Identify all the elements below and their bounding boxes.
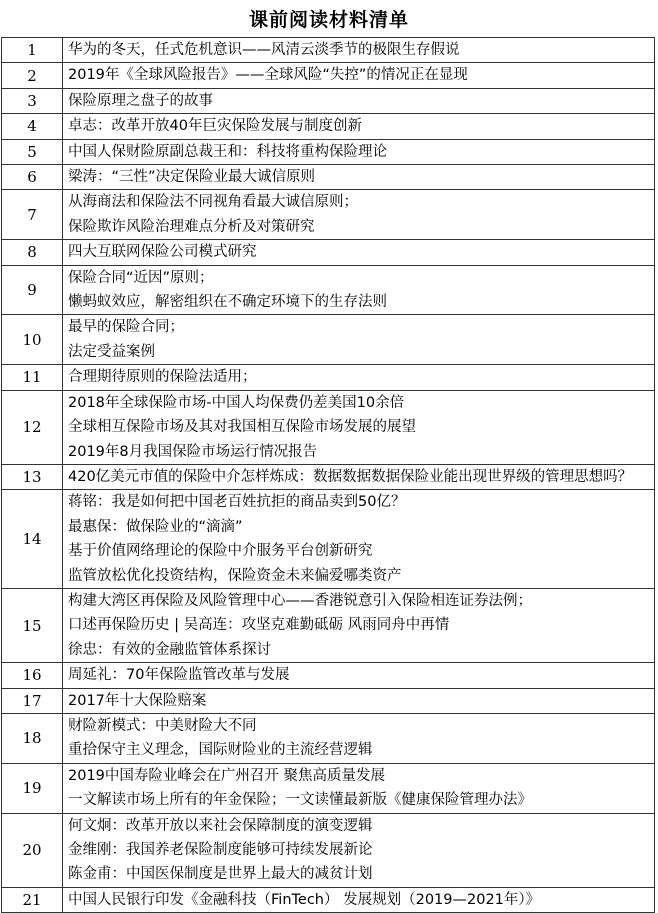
reading-title: 构建大湾区再保险及风险管理中心——香港锐意引入保险相连证券法例；: [68, 592, 532, 609]
reading-titles-cell: [63, 688, 655, 713]
table-row: [2, 464, 655, 489]
reading-titles-cell: [63, 240, 655, 265]
table-row: [2, 663, 655, 688]
page-title: 课前阅读材料清单: [248, 9, 409, 31]
reading-title: 保险欺诈风险治理难点分析及对策研究: [68, 218, 315, 235]
row-number: 18: [2, 713, 63, 763]
reading-title: 合理期待原则的保险法适用；: [68, 369, 257, 386]
reading-list-table: [1, 37, 655, 913]
reading-titles-cell: [63, 38, 655, 63]
reading-title: 最早的保险合同；: [68, 319, 184, 336]
row-number: 6: [2, 165, 63, 190]
row-number: 4: [2, 114, 63, 139]
table-row: [2, 38, 655, 63]
table-row: [2, 713, 655, 763]
reading-title: 重拾保守主义理念，国际财险业的主流经营逻辑: [68, 742, 373, 759]
table-row: [2, 365, 655, 390]
reading-title: 2019年8月我国保险市场运行情况报告: [68, 443, 318, 460]
reading-title: 420亿美元市值的保险中介怎样炼成：数据数据数据保险业能出现世界级的管理思想吗？: [68, 468, 633, 485]
table-row: [2, 763, 655, 813]
reading-titles-cell: [63, 887, 655, 912]
row-number: 7: [2, 190, 63, 240]
reading-titles-cell: [63, 315, 655, 365]
reading-title: 2017年十大保险赔案: [68, 692, 207, 709]
row-number: 10: [2, 315, 63, 365]
reading-titles-cell: [63, 365, 655, 390]
reading-titles-cell: [63, 190, 655, 240]
reading-title: 梁涛：“三性”决定保险业最大诚信原则: [68, 169, 316, 186]
reading-title: 卓志：改革开放40年巨灾保险发展与制度创新: [68, 118, 362, 135]
reading-title: 何文炯：改革开放以来社会保障制度的演变逻辑: [68, 817, 373, 834]
row-number: 21: [2, 887, 63, 912]
row-number: 8: [2, 240, 63, 265]
reading-titles-cell: [63, 713, 655, 763]
reading-title: 保险原理之盘子的故事: [68, 92, 213, 109]
table-row: [2, 139, 655, 164]
reading-titles-cell: [63, 88, 655, 113]
table-body: [2, 38, 655, 913]
reading-title: 财险新模式：中美财险大不同: [68, 717, 257, 734]
row-number: 20: [2, 813, 63, 887]
reading-title: 中国人保财险原副总裁王和：科技将重构保险理论: [68, 143, 387, 160]
reading-titles-cell: [63, 763, 655, 813]
reading-title: 2019中国寿险业峰会在广州召开 聚焦高质量发展: [68, 767, 386, 784]
row-number: 9: [2, 265, 63, 315]
reading-titles-cell: [63, 390, 655, 464]
reading-titles-cell: [63, 139, 655, 164]
table-row: [2, 114, 655, 139]
reading-title: 从海商法和保险法不同视角看最大诚信原则；: [68, 194, 358, 211]
table-row: [2, 490, 655, 589]
reading-titles-cell: [63, 165, 655, 190]
reading-title: 监管放松优化投资结构，保险资金未来偏爱哪类资产: [68, 567, 402, 584]
reading-titles-cell: [63, 813, 655, 887]
table-row: [2, 63, 655, 88]
reading-title: 陈金甫：中国医保制度是世界上最大的减贫计划: [68, 866, 373, 883]
row-number: 16: [2, 663, 63, 688]
reading-title: 基于价值网络理论的保险中介服务平台创新研究: [68, 543, 373, 560]
row-number: 3: [2, 88, 63, 113]
reading-title: 口述再保险历史 | 吴高连：攻坚克难勤砥砺 风雨同舟中再情: [68, 617, 450, 634]
reading-title: 法定受益案例: [68, 343, 155, 360]
row-number: 12: [2, 390, 63, 464]
row-number: 17: [2, 688, 63, 713]
table-row: [2, 588, 655, 662]
table-row: [2, 190, 655, 240]
reading-title: 中国人民银行印发《金融科技（FinTech） 发展规划（2019—2021年）》: [68, 891, 541, 908]
reading-title: 最惠保：做保险业的“滴滴”: [68, 518, 243, 535]
reading-titles-cell: [63, 490, 655, 589]
reading-titles-cell: [63, 464, 655, 489]
reading-title: 全球相互保险市场及其对我国相互保险市场发展的展望: [68, 419, 416, 436]
table-row: [2, 813, 655, 887]
reading-title: 懒蚂蚁效应，解密组织在不确定环境下的生存法则: [68, 294, 387, 311]
reading-titles-cell: [63, 663, 655, 688]
table-row: [2, 688, 655, 713]
reading-title: 保险合同“近因”原则；: [68, 269, 214, 286]
reading-title: 四大互联网保险公司模式研究: [68, 244, 257, 261]
table-row: [2, 265, 655, 315]
table-row: [2, 315, 655, 365]
row-number: 11: [2, 365, 63, 390]
reading-title: 2019年《全球风险报告》——全球风险“失控”的情况正在显现: [68, 67, 468, 84]
reading-titles-cell: [63, 265, 655, 315]
row-number: 15: [2, 588, 63, 662]
reading-title: 蒋铭：我是如何把中国老百姓抗拒的商品卖到50亿？: [68, 494, 406, 511]
row-number: 13: [2, 464, 63, 489]
reading-title: 2018年全球保险市场-中国人均保费仍差美国10余倍: [68, 394, 405, 411]
table-row: [2, 240, 655, 265]
reading-title: 徐忠：有效的金融监管体系探讨: [68, 641, 271, 658]
reading-title: 周延礼：70年保险监管改革与发展: [68, 667, 290, 684]
reading-title: 华为的冬天，任式危机意识——风清云淡季节的极限生存假说: [68, 42, 460, 58]
reading-titles-cell: [63, 588, 655, 662]
table-row: [2, 88, 655, 113]
table-row: [2, 887, 655, 912]
table-row: [2, 165, 655, 190]
row-number: 1: [2, 38, 63, 63]
table-row: [2, 390, 655, 464]
reading-title: 一文解读市场上所有的年金保险；一文读懂最新版《健康保险管理办法》: [68, 792, 532, 809]
row-number: 5: [2, 139, 63, 164]
row-number: 2: [2, 63, 63, 88]
row-number: 14: [2, 490, 63, 589]
reading-titles-cell: [63, 63, 655, 88]
reading-title: 金维刚：我国养老保险制度能够可持续发展新论: [68, 842, 373, 858]
row-number: 19: [2, 763, 63, 813]
reading-titles-cell: [63, 114, 655, 139]
